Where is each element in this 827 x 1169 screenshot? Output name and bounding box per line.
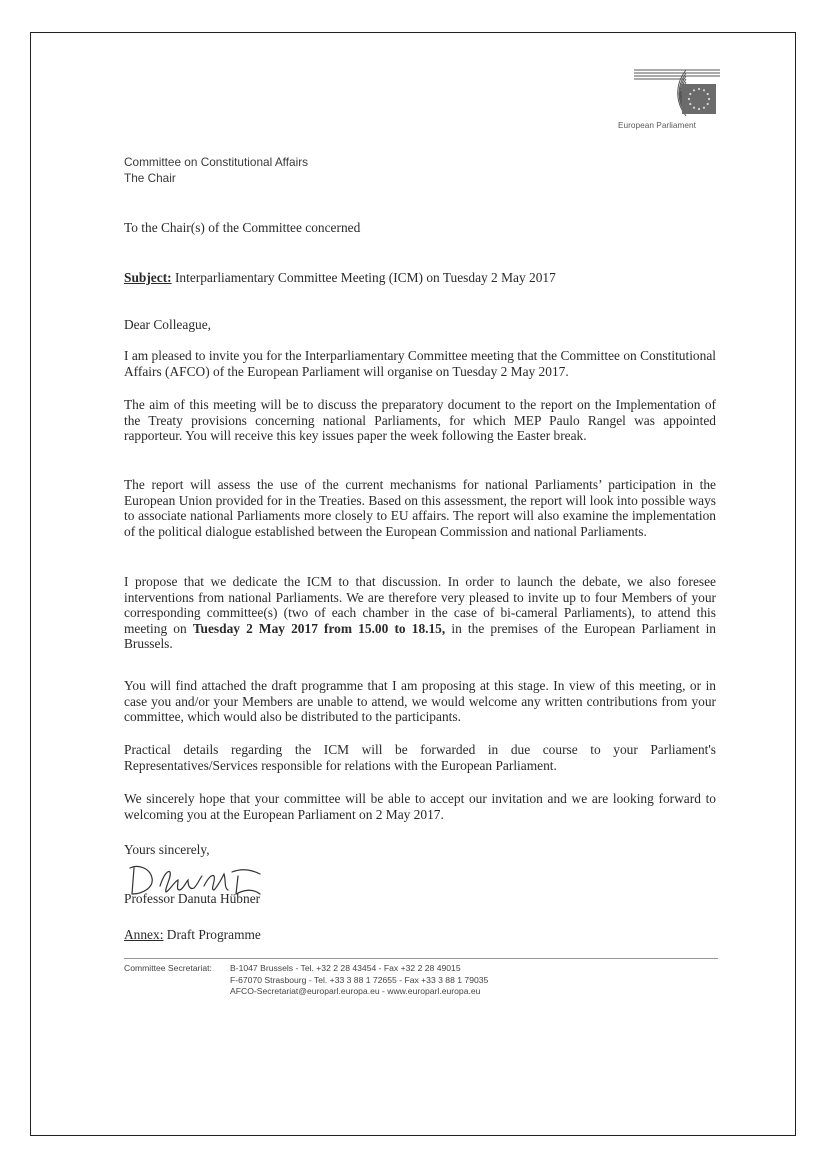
addressee: To the Chair(s) of the Committee concerned <box>124 220 361 235</box>
european-parliament-logo <box>618 66 724 134</box>
sender-role: The Chair <box>124 171 176 185</box>
subject-text: Interparliamentary Committee Meeting (ICM) on Tuesday 2 May 2017 <box>171 270 556 285</box>
annex-text: Draft Programme <box>163 927 261 942</box>
logo-text: European Parliament <box>618 120 696 130</box>
annex-line <box>124 927 716 943</box>
footer-strasbourg: F-67070 Strasbourg - Tel. +33 3 88 1 72655 - Fax +33 3 88 1 79035 <box>230 974 489 985</box>
sender-block <box>124 154 308 186</box>
footer-email-web: AFCO-Secretariat@europarl.europa.eu - www.europarl.europa.eu <box>230 986 481 996</box>
paragraph-1: I am pleased to invite you for the Interparliamentary Committee meeting that the Committee on Constitutional Affairs (AFCO) of the European Parliament will organise on Tuesday 2 May 2017. <box>124 348 716 379</box>
paragraph-6: Practical details regarding the ICM will be forwarded in due course to your Parliament's Representatives/Services responsible for relations with the European Parliament. <box>124 742 716 773</box>
paragraph-4 <box>124 574 716 652</box>
footer-divider <box>124 958 718 959</box>
paragraph-2: The aim of this meeting will be to discuss the preparatory document to the report on the Implementation of the Treaty provisions concerning national Parliaments, for which MEP Paulo Rangel was appointed rapporteur. You will receive this key issues paper the week following the Easter break. <box>124 397 716 444</box>
salutation: Dear Colleague, <box>124 317 211 332</box>
meeting-time: Tuesday 2 May 2017 from 15.00 to 18.15, <box>192 620 446 636</box>
paragraph-3: The report will assess the use of the current mechanisms for national Parliaments’ participation in the European Union provided for in the Treaties. Based on this assessment, the report will look into possible ways to associate national Parliaments more closely to EU affairs. The report will also examine the implementation of the political dialogue established between the European Commission and national Parliaments. <box>124 477 716 539</box>
closing: Yours sincerely, <box>124 842 210 857</box>
paragraph-5: You will find attached the draft programme that I am proposing at this stage. In view of this meeting, or in case you and/or your Members are unable to attend, we would welcome any written contributions from your committee, which would also be distributed to the participants. <box>124 678 716 725</box>
hemicycle-icon <box>620 66 724 118</box>
paragraph-7: We sincerely hope that your committee will be able to accept our invitation and we are looking forward to welcoming you at the European Parliament on 2 May 2017. <box>124 791 716 822</box>
footer-contact <box>230 963 488 998</box>
signatory-name: Professor Danuta Hübner <box>124 891 261 906</box>
annex-label: Annex: <box>124 927 164 942</box>
subject-label: Subject: <box>124 270 172 285</box>
paragraph-4-end: in the premises of the European Parliament in Brussels. <box>124 620 716 652</box>
footer-brussels: B-1047 Brussels - Tel. +32 2 28 43454 - Fax +32 2 28 49015 <box>230 963 461 973</box>
committee-name: Committee on Constitutional Affairs <box>124 155 309 169</box>
subject-line <box>124 270 716 286</box>
paragraph-4-text: I propose that we dedicate the ICM to that discussion. In order to launch the debate, we also foresee interventions from national Parliaments. We are therefore very pleased to invite up to four Members of your corresponding committee(s) (two of each chamber in the case of bi-cameral Parliaments), to attend this meeting on <box>124 574 716 636</box>
footer-label: Committee Secretariat: <box>124 963 212 973</box>
